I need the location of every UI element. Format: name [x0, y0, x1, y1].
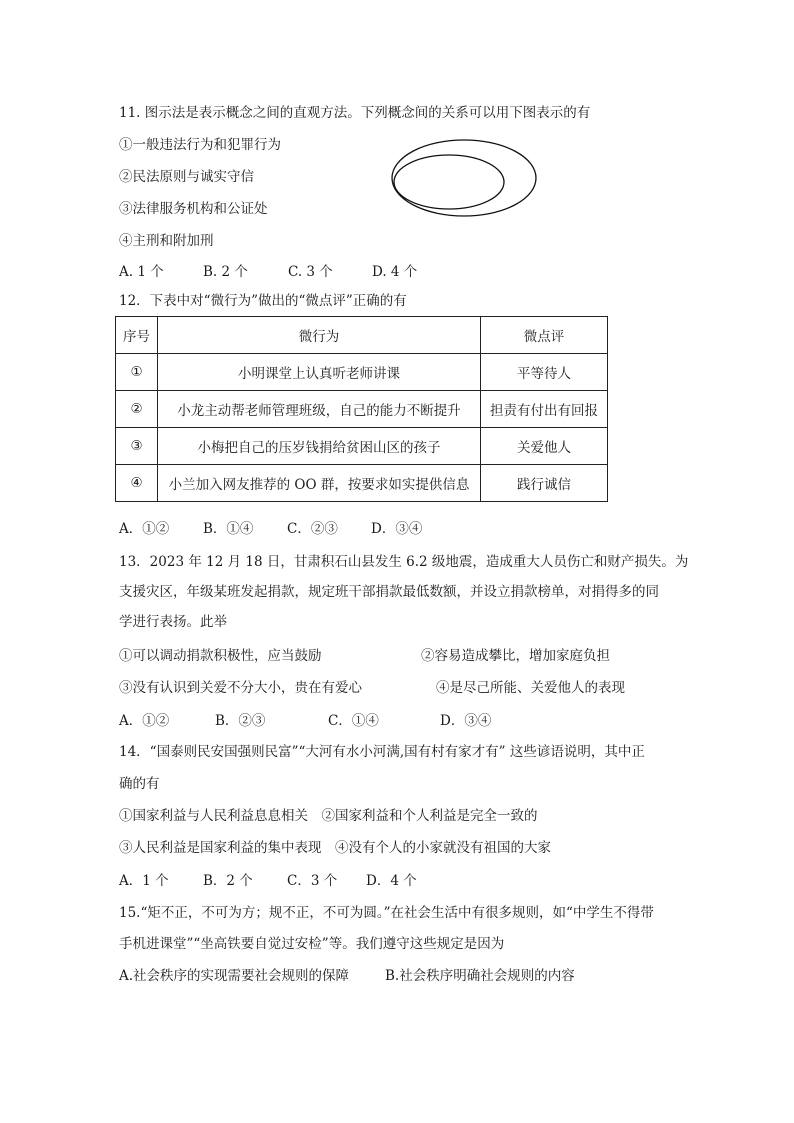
q15-stem-line-2: 手机进课堂”“坐高铁要自觉过安检”等。我们遵守这些规定是因为: [119, 936, 505, 952]
row-comment: 平等待人: [481, 354, 608, 391]
table-header-row: [116, 317, 608, 354]
q14-option-a[interactable]: A．1 个: [119, 873, 169, 889]
q11-option-d[interactable]: D. 4 个: [372, 264, 418, 280]
row-behavior: 小兰加入网友推荐的 OO 群，按要求如实提供信息: [158, 465, 481, 502]
row-comment: 关爱他人: [481, 428, 608, 465]
table-row: [116, 391, 608, 428]
q13-item-1: ①可以调动捐款积极性，应当鼓励: [119, 648, 322, 664]
row-behavior: 小龙主动帮老师管理班级，自己的能力不断提升: [158, 391, 481, 428]
q12-option-c[interactable]: C．②③: [287, 521, 338, 537]
q14-items-line-2: ③人民利益是国家利益的集中表现 ④没有个人的小家就没有祖国的大家: [119, 840, 551, 856]
q12-option-b[interactable]: B．①④: [203, 521, 254, 537]
table-row: [116, 465, 608, 502]
q11-item-1: ①一般违法行为和犯罪行为: [119, 137, 281, 153]
row-behavior: 小明课堂上认真听老师讲课: [158, 354, 481, 391]
header-index: 序号: [116, 317, 158, 354]
row-index: ②: [116, 391, 158, 428]
q14-stem-line-2: 确的有: [119, 776, 160, 792]
table-row: [116, 354, 608, 391]
q13-option-b[interactable]: B．②③: [215, 713, 266, 729]
header-comment: 微点评: [481, 317, 608, 354]
row-index: ④: [116, 465, 158, 502]
row-behavior: 小梅把自己的压岁钱捐给贫困山区的孩子: [158, 428, 481, 465]
q11-stem: 11. 图示法是表示概念之间的直观方法。下列概念间的关系可以用下图表示的有: [119, 105, 591, 121]
q11-options: [119, 263, 417, 281]
q13-option-a[interactable]: A．①②: [119, 713, 170, 729]
q12-stem: 12．下表中对“微行为”做出的“微点评”正确的有: [119, 293, 407, 309]
q12-table: [115, 316, 608, 502]
q13-stem-line-1: 13．2023 年 12 月 18 日，甘肃积石山县发生 6.2 级地震，造成重大人员伤亡和财产损失。为: [119, 554, 689, 570]
q13-option-c[interactable]: C．①④: [328, 713, 379, 729]
row-index: ①: [116, 354, 158, 391]
q12-options: [119, 520, 422, 538]
q13-item-3: ③没有认识到关爱不分大小，贵在有爱心: [119, 680, 362, 696]
q14-option-c[interactable]: C．3 个: [287, 873, 338, 889]
q11-item-3: ③法律服务机构和公证处: [119, 201, 268, 217]
q15-stem-line-1: 15.“矩不正，不可为方；规不正，不可为圆。”在社会生活中有很多规则，如“中学生不得带: [119, 905, 654, 921]
venn-inner-ellipse: [394, 155, 504, 209]
table-row: [116, 428, 608, 465]
q13-item-4: ④是尽己所能、关爱他人的表现: [436, 680, 625, 696]
q13-option-d[interactable]: D．③④: [440, 713, 492, 729]
q14-option-b[interactable]: B．2 个: [203, 873, 253, 889]
q14-stem-line-1: 14．“国泰则民安国强则民富”“大河有水小河满,国有村有家才有” 这些谚语说明，其中正: [119, 744, 645, 760]
q14-option-d[interactable]: D．4 个: [366, 873, 417, 889]
q13-stem-line-2: 支援灾区，年级某班发起捐款，规定班干部捐款最低数额，并设立捐款榜单，对捐得多的同: [119, 584, 659, 600]
q11-option-c[interactable]: C. 3 个: [288, 264, 333, 280]
row-index: ③: [116, 428, 158, 465]
q14-items-line-1: ①国家利益与人民利益息息相关 ②国家利益和个人利益是完全一致的: [119, 808, 538, 824]
q11-option-b[interactable]: B. 2 个: [203, 264, 248, 280]
venn-diagram: [388, 135, 543, 220]
q15-options: [119, 967, 575, 985]
q11-option-a[interactable]: A. 1 个: [119, 264, 164, 280]
q12-option-d[interactable]: D．③④: [371, 521, 423, 537]
q13-options: [119, 712, 491, 730]
header-behavior: 微行为: [158, 317, 481, 354]
row-comment: 践行诚信: [481, 465, 608, 502]
q12-option-a[interactable]: A．①②: [119, 521, 170, 537]
q15-option-a[interactable]: A.社会秩序的实现需要社会规则的保障: [119, 968, 350, 984]
venn-outer-ellipse: [392, 140, 536, 216]
q11-item-4: ④主刑和附加刑: [119, 233, 214, 249]
q14-options: [119, 872, 417, 890]
q13-stem-line-3: 学进行表扬。此举: [119, 614, 227, 630]
row-comment: 担责有付出有回报: [481, 391, 608, 428]
q15-option-b[interactable]: B.社会秩序明确社会规则的内容: [385, 968, 575, 984]
q11-item-2: ②民法原则与诚实守信: [119, 169, 254, 185]
q13-item-2: ②容易造成攀比，增加家庭负担: [421, 648, 610, 664]
